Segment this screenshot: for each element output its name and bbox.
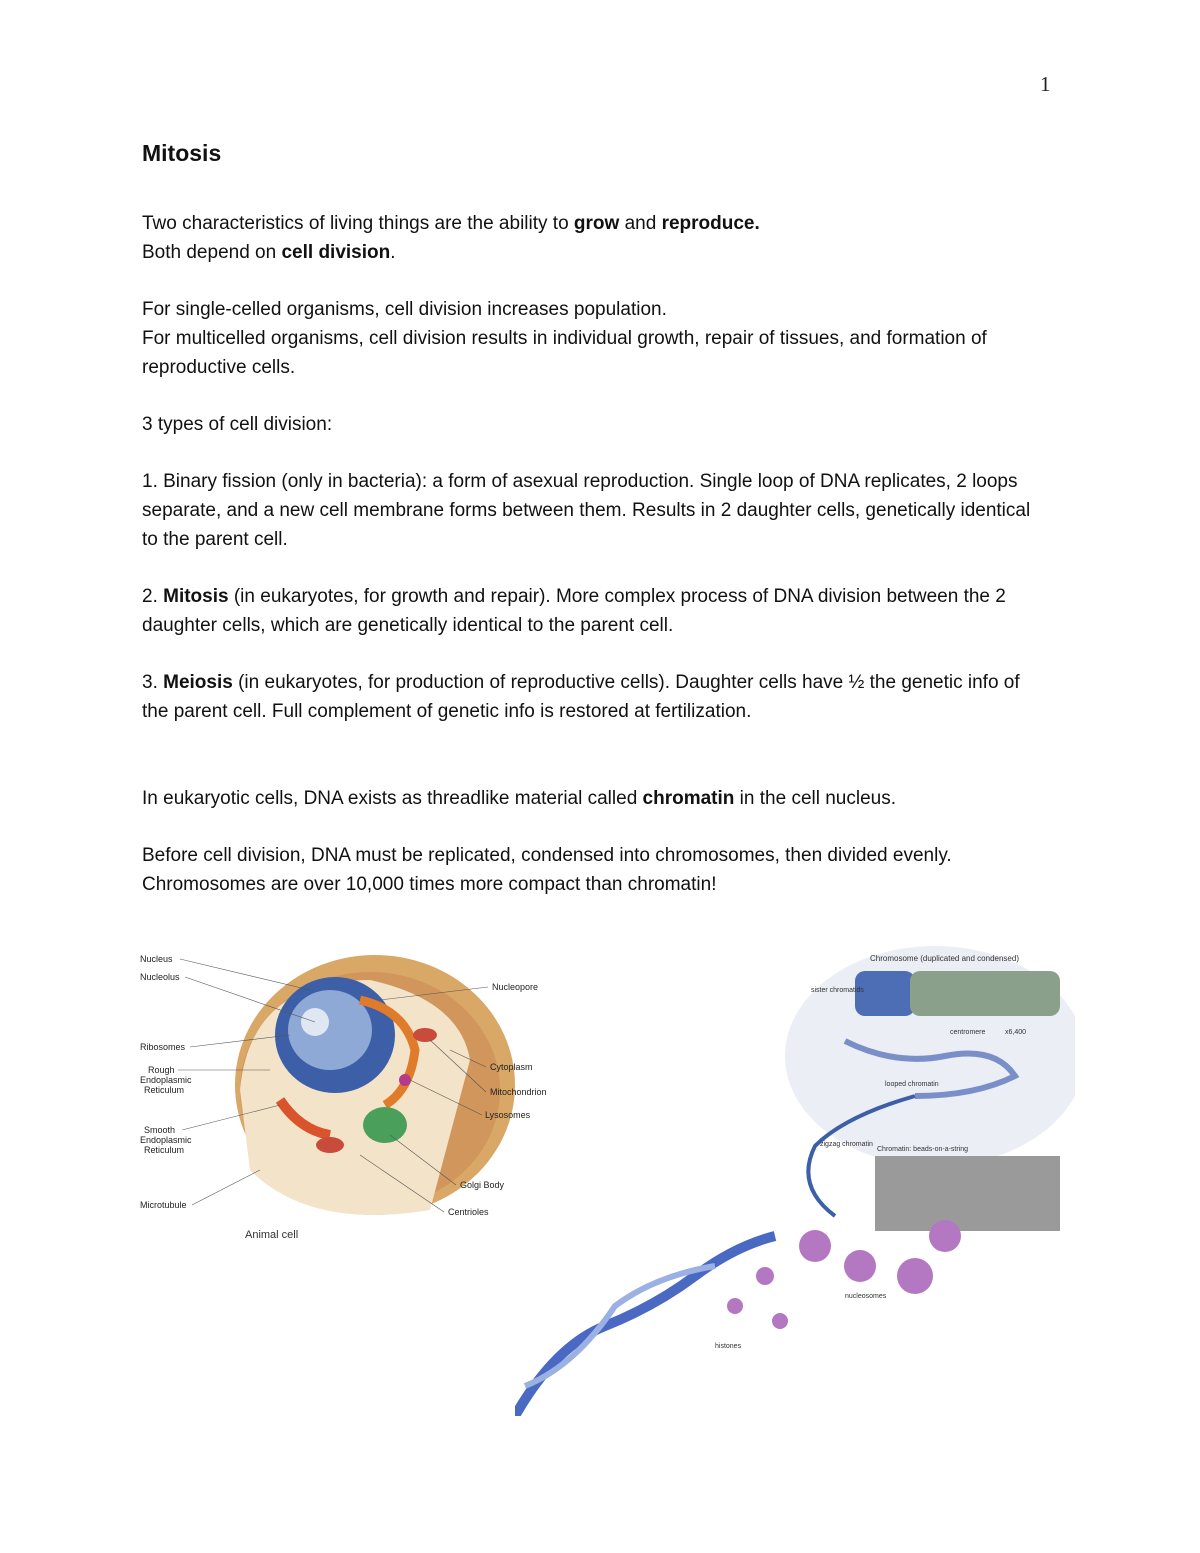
mitosis-text: (in eukaryotes, for growth and repair). More complex process of DNA division between the 2 daughter cells, which are genetically identical to the parent cell.	[142, 586, 1006, 636]
centromere-label: centromere	[950, 1029, 986, 1036]
label-reticulum: Reticulum	[144, 1085, 185, 1095]
golgi-body	[363, 1107, 407, 1143]
label-reticulum-2: Reticulum	[144, 1145, 185, 1155]
meiosis-item	[142, 668, 1042, 726]
page-title: Mitosis	[142, 140, 222, 166]
nucleosomes-label: nucleosomes	[845, 1293, 887, 1300]
chromatin-paragraph	[142, 784, 1042, 813]
intro-text: Two characteristics of living things are the ability to	[142, 213, 574, 234]
micrograph	[875, 1156, 1060, 1231]
histones-label: histones	[715, 1343, 742, 1350]
label-rough: Rough	[148, 1065, 175, 1075]
lysosome	[399, 1074, 411, 1086]
replication-paragraph: Before cell division, DNA must be replicated, condensed into chromosomes, then divided evenly. Chromosomes are over 10,000 times more compact than chromatin!	[142, 845, 952, 895]
beads-label: Chromatin: beads-on-a-string	[877, 1146, 969, 1153]
cell-caption: Animal cell	[245, 1229, 299, 1241]
term-meiosis: Meiosis	[163, 672, 233, 693]
magnification-label: x6,400	[1005, 1029, 1027, 1036]
item-number: 3.	[142, 672, 164, 693]
zigzag-label: zigzag chromatin	[820, 1141, 873, 1148]
left-labels	[140, 954, 192, 1210]
label-endoplasmic-2: Endoplasmic	[140, 1135, 192, 1145]
chromosome-right	[910, 971, 1060, 1016]
label-endoplasmic: Endoplasmic	[140, 1075, 192, 1085]
term-reproduce: reproduce.	[661, 213, 760, 234]
single-celled-text: For single-celled organisms, cell division increases population.	[142, 299, 667, 320]
term-chromatin: chromatin	[642, 788, 735, 809]
dna-helix	[515, 1236, 775, 1416]
chromosome-left	[855, 971, 915, 1016]
intro-and: and	[619, 213, 662, 234]
figures-area	[0, 930, 1200, 1430]
label-mitochondrion: Mitochondrion	[490, 1087, 547, 1097]
label-smooth: Smooth	[144, 1125, 176, 1135]
page-number: 1	[1040, 72, 1051, 96]
term-cell-division: cell division	[281, 242, 391, 263]
binary-fission-item: 1. Binary fission (only in bacteria): a form of asexual reproduction. Single loop of DNA replicates, 2 loops separate, and a new cell membrane forms between them. Results in 2 daughter cells, genetically identical to the parent cell.	[142, 471, 1031, 550]
chromatin-diagram	[515, 946, 1075, 1416]
multicelled-text: For multicelled organisms, cell division results in individual growth, repair of tissues, and formation of reproductive cells.	[142, 328, 987, 378]
label-centrioles: Centrioles	[448, 1207, 489, 1217]
term-grow: grow	[573, 213, 620, 234]
chromatin-text-end: in the cell nucleus.	[734, 788, 896, 809]
mitochondrion	[316, 1137, 344, 1153]
sister-chromatids-label: sister chromatids	[811, 987, 864, 994]
looped-chromatin-label: looped chromatin	[885, 1081, 939, 1088]
label-golgi: Golgi Body	[460, 1180, 505, 1190]
label-nucleopore: Nucleopore	[492, 982, 539, 992]
label-ribosomes: Ribosomes	[140, 1042, 186, 1052]
animal-cell-diagram	[130, 940, 570, 1250]
intro-line2: Both depend on	[142, 242, 282, 263]
label-cytoplasm: Cytoplasm	[490, 1062, 533, 1072]
intro-period: .	[390, 242, 396, 263]
chromatin-text: In eukaryotic cells, DNA exists as threadlike material called	[142, 788, 643, 809]
label-nucleus: Nucleus	[140, 954, 173, 964]
intro-paragraph	[142, 209, 1042, 267]
document-body	[142, 140, 1042, 927]
label-nucleolus: Nucleolus	[140, 972, 180, 982]
label-lysosomes: Lysosomes	[485, 1110, 531, 1120]
mitosis-item	[142, 582, 1042, 640]
meiosis-text: (in eukaryotes, for production of reproductive cells). Daughter cells have ½ the genetic info of the parent cell. Full complement of genetic info is restored at fertilization.	[142, 672, 1020, 722]
term-mitosis: Mitosis	[163, 586, 229, 607]
item-number: 2.	[142, 586, 164, 607]
chromosome-label: Chromosome (duplicated and condensed)	[870, 954, 1019, 963]
organisms-paragraph	[142, 295, 1042, 382]
label-microtubule: Microtubule	[140, 1200, 187, 1210]
types-heading: 3 types of cell division:	[142, 414, 333, 435]
